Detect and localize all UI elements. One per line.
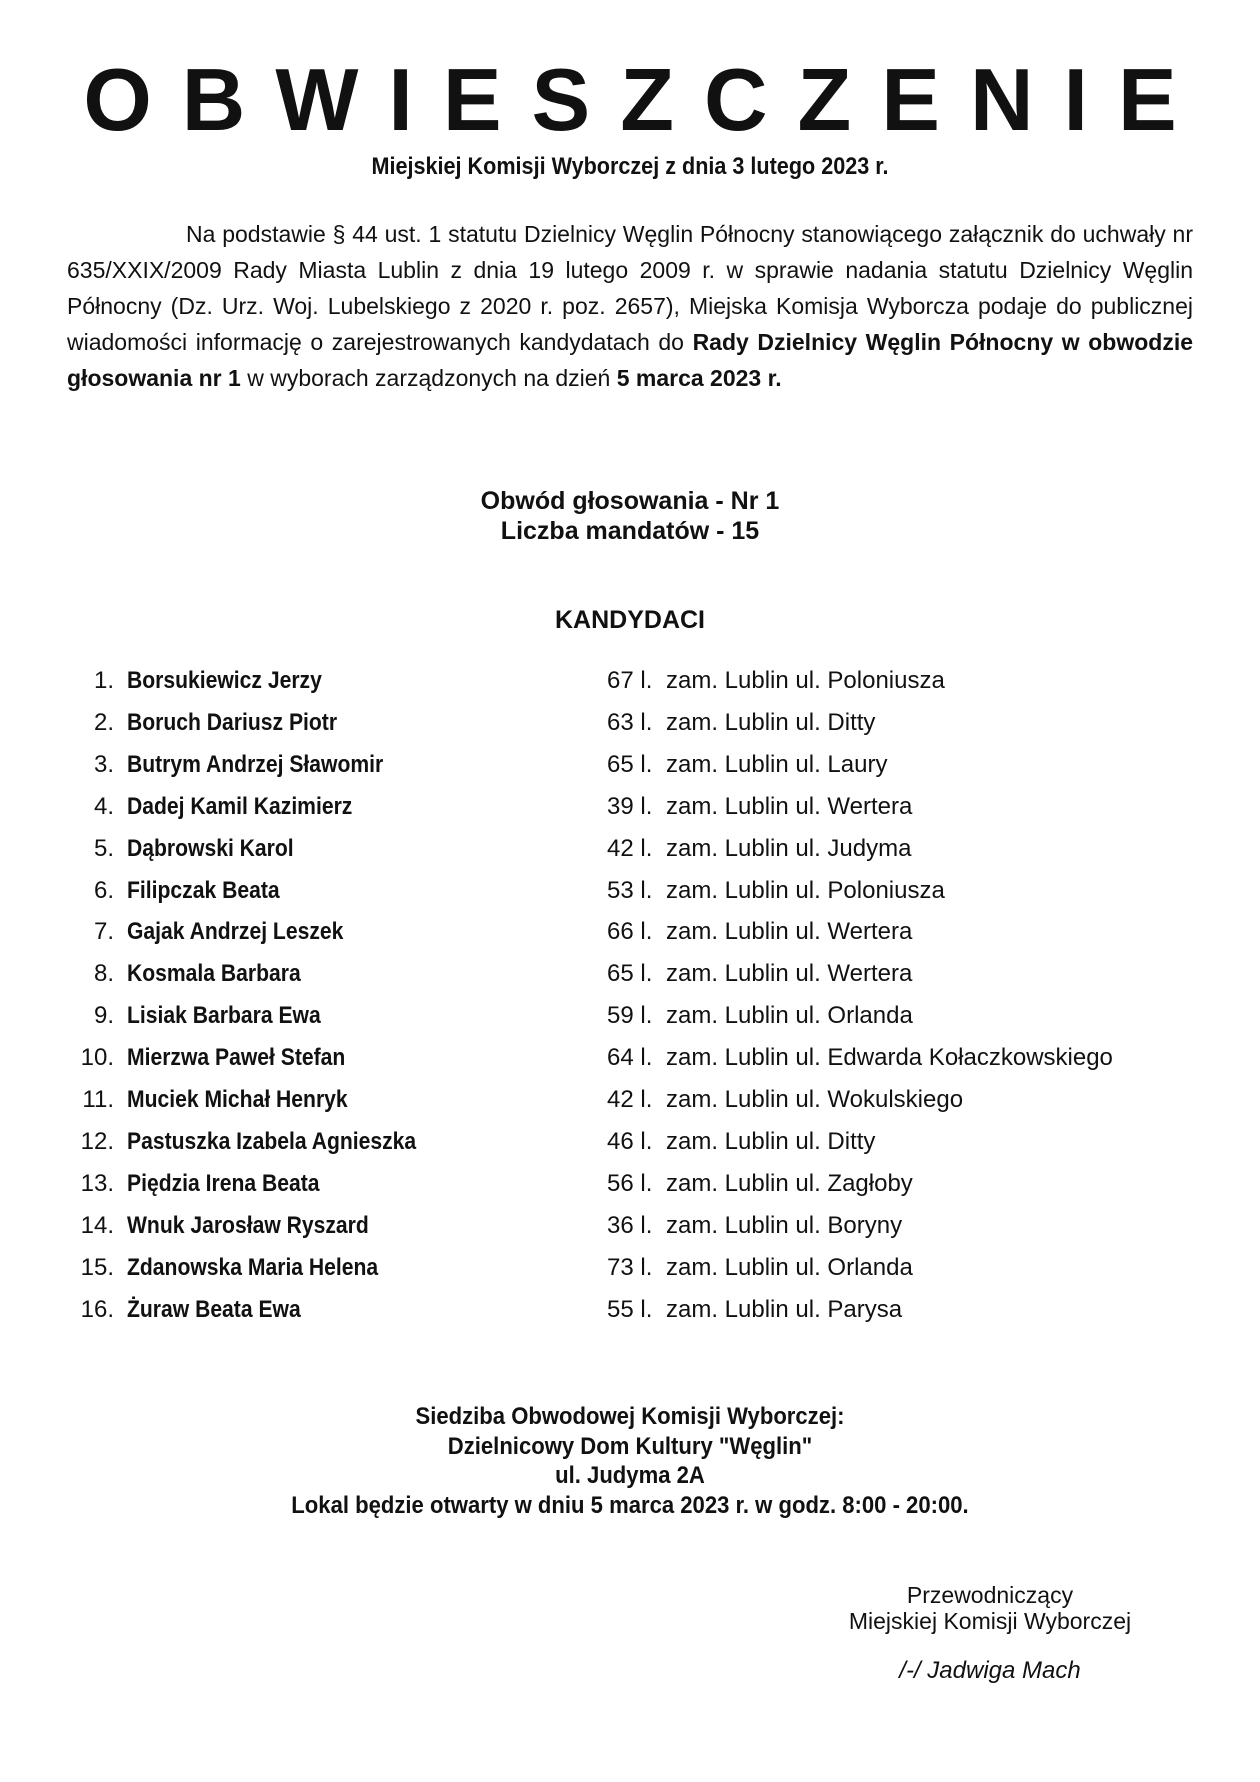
candidate-age: 73 l. bbox=[607, 1253, 653, 1281]
candidate-age: 39 l. bbox=[607, 792, 653, 820]
seat-heading: Siedziba Obwodowej Komisji Wyborczej: bbox=[415, 1403, 845, 1430]
candidate-address: zam. Lublin ul. Boryny bbox=[666, 1211, 903, 1239]
mandate-count: Liczba mandatów - 15 bbox=[500, 517, 760, 545]
candidate-name: Dadej Kamil Kazimierz bbox=[127, 792, 353, 820]
candidate-number: 11. bbox=[82, 1086, 114, 1113]
candidates-heading: KANDYDACI bbox=[555, 606, 705, 634]
paragraph-bold-1: Rady Dzielnicy Węglin Północny w obwodzie głosowania nr 1 bbox=[67, 329, 1193, 391]
district-number: Obwód głosowania - Nr 1 bbox=[480, 487, 780, 515]
candidate-row bbox=[0, 1037, 1260, 1079]
candidate-row bbox=[0, 1163, 1260, 1205]
candidate-number: 3. bbox=[93, 750, 114, 778]
candidate-row bbox=[0, 911, 1260, 953]
candidate-name: Piędzia Irena Beata bbox=[127, 1169, 320, 1197]
candidate-number: 8. bbox=[93, 960, 114, 988]
candidate-age: 53 l. bbox=[607, 876, 653, 904]
candidate-age: 64 l. bbox=[607, 1044, 653, 1072]
candidate-age: 42 l. bbox=[607, 1086, 653, 1113]
candidate-number: 14. bbox=[80, 1211, 114, 1239]
candidate-number: 15. bbox=[80, 1253, 114, 1281]
candidate-number: 5. bbox=[93, 834, 114, 862]
opening-hours: Lokal będzie otwarty w dniu 5 marca 2023 r. w godz. 8:00 - 20:00. bbox=[291, 1491, 969, 1519]
candidate-number: 9. bbox=[93, 1002, 114, 1030]
candidate-address: zam. Lublin ul. Wertera bbox=[666, 918, 913, 946]
candidate-age: 42 l. bbox=[607, 834, 653, 862]
candidate-row bbox=[0, 786, 1260, 828]
candidate-number: 13. bbox=[80, 1169, 114, 1197]
candidate-name: Filipczak Beata bbox=[127, 876, 280, 904]
candidate-row bbox=[0, 1205, 1260, 1247]
candidate-row bbox=[0, 1247, 1260, 1289]
candidate-row bbox=[0, 870, 1260, 912]
candidate-number: 12. bbox=[80, 1127, 114, 1155]
paragraph-text-2: w wyborach zarządzonych na dzień bbox=[240, 365, 617, 391]
candidate-number: 16. bbox=[80, 1295, 114, 1323]
candidate-age: 65 l. bbox=[607, 750, 653, 778]
candidate-number: 7. bbox=[93, 918, 114, 946]
candidate-name: Boruch Dariusz Piotr bbox=[127, 708, 338, 736]
candidate-age: 65 l. bbox=[607, 960, 653, 988]
candidate-age: 36 l. bbox=[607, 1211, 653, 1239]
candidate-name: Kosmala Barbara bbox=[127, 960, 301, 988]
candidate-age: 46 l. bbox=[607, 1127, 653, 1155]
candidate-number: 2. bbox=[93, 708, 114, 736]
candidate-name: Dąbrowski Karol bbox=[127, 834, 294, 862]
candidate-address: zam. Lublin ul. Poloniusza bbox=[666, 876, 945, 904]
document-subtitle: Miejskiej Komisji Wyborczej z dnia 3 lutego 2023 r. bbox=[371, 153, 889, 180]
candidate-address: zam. Lublin ul. Laury bbox=[666, 750, 888, 778]
candidate-row bbox=[0, 702, 1260, 744]
candidate-row bbox=[0, 953, 1260, 995]
candidate-age: 66 l. bbox=[607, 918, 653, 946]
signature-institution: Miejskiej Komisji Wyborczej bbox=[848, 1608, 1132, 1634]
candidate-address: zam. Lublin ul. Edwarda Kołaczkowskiego bbox=[666, 1044, 1113, 1072]
candidate-row bbox=[0, 744, 1260, 786]
candidate-name: Mierzwa Paweł Stefan bbox=[127, 1044, 346, 1072]
candidate-number: 10. bbox=[80, 1044, 114, 1072]
candidate-number: 4. bbox=[93, 792, 114, 820]
document-title: OBWIESZCZENIE bbox=[83, 50, 1207, 149]
candidate-age: 55 l. bbox=[607, 1295, 653, 1323]
candidate-row bbox=[0, 1121, 1260, 1163]
candidate-address: zam. Lublin ul. Zagłoby bbox=[666, 1169, 913, 1197]
seat-venue: Dzielnicowy Dom Kultury "Węglin" bbox=[447, 1432, 813, 1460]
candidate-row bbox=[0, 660, 1260, 702]
candidate-name: Żuraw Beata Ewa bbox=[127, 1295, 301, 1323]
candidate-name: Lisiak Barbara Ewa bbox=[127, 1002, 321, 1030]
candidate-name: Pastuszka Izabela Agnieszka bbox=[127, 1127, 417, 1155]
candidate-row bbox=[0, 828, 1260, 870]
candidate-address: zam. Lublin ul. Ditty bbox=[666, 708, 876, 736]
signature-name: /-/ Jadwiga Mach bbox=[899, 1657, 1081, 1684]
candidate-name: Muciek Michał Henryk bbox=[127, 1086, 348, 1113]
candidate-age: 63 l. bbox=[607, 708, 653, 736]
paragraph-bold-2: 5 marca 2023 r. bbox=[616, 365, 782, 391]
seat-address: ul. Judyma 2A bbox=[555, 1462, 705, 1489]
candidate-name: Gajak Andrzej Leszek bbox=[127, 918, 344, 946]
candidate-name: Borsukiewicz Jerzy bbox=[127, 667, 322, 694]
candidate-address: zam. Lublin ul. Wertera bbox=[666, 792, 913, 820]
candidate-age: 59 l. bbox=[607, 1002, 653, 1030]
candidate-address: zam. Lublin ul. Judyma bbox=[666, 834, 912, 862]
candidate-age: 56 l. bbox=[607, 1169, 653, 1197]
candidate-name: Wnuk Jarosław Ryszard bbox=[127, 1211, 369, 1239]
candidate-address: zam. Lublin ul. Parysa bbox=[666, 1295, 903, 1323]
polling-station-info bbox=[50, 1402, 1209, 1520]
candidate-row bbox=[0, 1289, 1260, 1331]
candidate-address: zam. Lublin ul. Orlanda bbox=[666, 1253, 913, 1281]
district-info bbox=[0, 486, 1260, 546]
candidate-number: 1. bbox=[93, 667, 114, 694]
candidate-address: zam. Lublin ul. Wokulskiego bbox=[666, 1086, 964, 1113]
intro-paragraph bbox=[67, 216, 1193, 396]
candidate-row bbox=[0, 1079, 1260, 1121]
candidate-name: Zdanowska Maria Helena bbox=[127, 1253, 379, 1281]
candidate-number: 6. bbox=[93, 876, 114, 904]
paragraph-text-1: Na podstawie § 44 ust. 1 statutu Dzielnicy Węglin Północny stanowiącego załącznik do uchwały nr 635/XXIX/2009 Rady Miasta Lublin z dnia 19 lutego 2009 r. w sprawie nadania statutu Dzielnicy Węglin Północny (Dz. Urz. Woj. Lubelskiego z 2020 r. poz. 2657), Miejska Komisja Wyborcza podaje do publicznej wiadomości informację o zarejestrowanych kandydatach do bbox=[67, 221, 1193, 355]
candidate-address: zam. Lublin ul. Wertera bbox=[666, 960, 913, 988]
signature-role: Przewodniczący bbox=[906, 1582, 1074, 1608]
candidate-address: zam. Lublin ul. Orlanda bbox=[666, 1002, 913, 1030]
candidate-row bbox=[0, 995, 1260, 1037]
candidate-address: zam. Lublin ul. Ditty bbox=[666, 1127, 876, 1155]
candidate-age: 67 l. bbox=[607, 667, 653, 694]
candidate-name: Butrym Andrzej Sławomir bbox=[127, 750, 384, 778]
candidate-address: zam. Lublin ul. Poloniusza bbox=[666, 667, 945, 694]
